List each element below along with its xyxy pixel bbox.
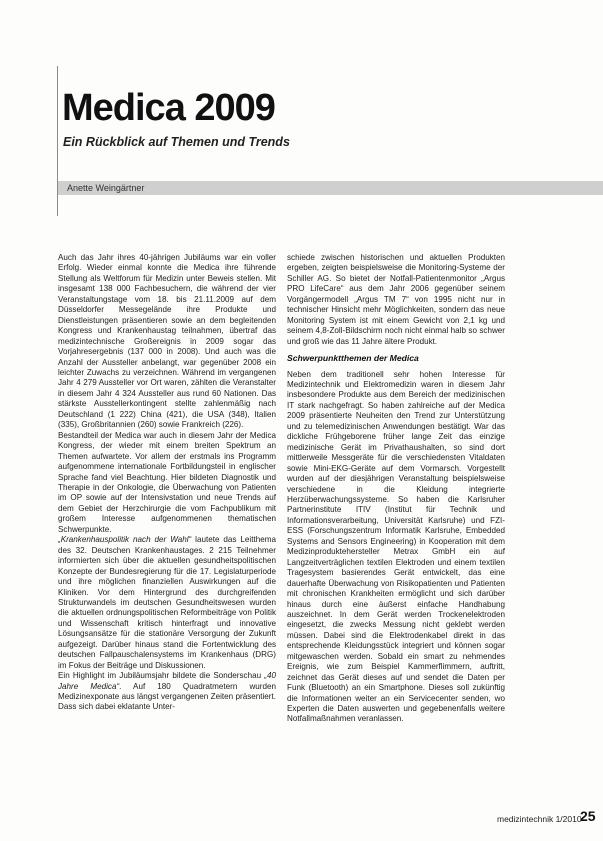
author-name: Anette Weingärtner — [67, 183, 145, 193]
article-subtitle: Ein Rückblick auf Themen und Trends — [63, 135, 290, 149]
paragraph-text: Ein Highlight im Jubiläumsjahr bildete die Sonderschau — [58, 671, 265, 681]
page-number: 25 — [580, 808, 596, 824]
emphasis: „40 Jahre Medica“ — [58, 671, 276, 691]
paragraph-text: . Auf 180 Quadratmetern wurden Medizinexponate aus längst vergangenen Zeiten präsentiert. Dass sich dabei eklatante Unter- — [58, 681, 276, 712]
article-title: Medica 2009 — [62, 87, 275, 129]
text-column-right — [287, 253, 505, 725]
paragraph — [58, 671, 276, 713]
text-column-left — [58, 253, 276, 713]
paragraph-text: lautete das Leitthema des 32. Deutschen Krankenhaustages. 2 215 Teilnehmer informierten sich über die aktuellen gesundheitspolitischen Konzepte der Bundesregierung für die 17. Legislaturperiode und ihre möglichen finanziellen Auswirkungen auf die Kliniken. Vor dem Hintergrund des durchgreifenden Strukturwandels im deutschen Gesundheitswesen wurden die aktuellen ordnungspolitischen Reformbeiträge von Politik und Wissenschaft kritisch hinterfragt und innovative Lösungsansätze für die stationäre Versorgung der Zukunft aufgezeigt. Darüber hinaus stand die Fortentwicklung des deutschen Fallpauschalensystems im Krankenhaus (DRG) im Fokus der Beiträge und Diskussionen. — [58, 535, 276, 670]
paragraph — [58, 535, 276, 671]
paragraph: Neben dem traditionell sehr hohen Interesse für Medizintechnik und Elektromedizin waren in diesem Jahr insbesondere Produkte aus dem Bereich der medizinischen IT stark nachgefragt. So haben zahlreiche auf der Medica 2009 präsentierte Neuheiten den Trend zur Unterstützung und zu telemedizinischen Anwendungen bestätigt. War das dickliche Frühgeborene früher lange Zeit das einzige medizinische Gerät im Privathaushalten, so sind dort mittlerweile Messgeräte für die verschiedensten Vitaldaten sowie Mini-EKG-Geräte auf dem Vormarsch. Vorgestellt wurden auf der diesjährigen Veranstaltung beispielsweise verschiedene in die Kleidung integrierte Herzüberwachungssysteme. So haben die Karlsruher Partnerinstitute ITIV (Institut für Technik und Informationsverarbeitung, Universität Karlsruhe) und FZI-ESS (Forschungszentrum Informatik Karlsruhe, Embedded Systems and Sensors Engineering) in Kooperation mit dem Medizinproduktehersteller Metrax GmbH ein auf Langzeitverträglichen textilen Elektroden und einem textilen Tragesystem basierendes Gerät entwickelt, das eine dauerhafte Überwachung von Risikopatienten und Patienten mit chronischen Krankheiten ermöglicht und sich darüber hinaus durch eine äußerst einfache Handhabung auszeichnet. In dem Gerät werden Trockenelektroden eingesetzt, die zwecks Messung nicht geklebt werden müssen. Dabei sind die Elektrodenkabel direkt in das entsprechende Kleidungsstück integriert und können sogar mitgewaschen werden. Sobald ein smart zu nehmendes Ereignis, wie zum Beispiel Kammerflimmern, auftritt, zeichnet das Gerät dieses auf und sendet die Daten per Funk (Bluetooth) an ein Smartphone. Dieses soll zukünftig die Informationen weiter an ein Servicecenter senden, wo Experten die Daten auswerten und gegebenenfalls weitere Notfallmaßnahmen veranlassen. — [287, 369, 505, 724]
paragraph: Bestandteil der Medica war auch in diesem Jahr der Medica Kongress, der wieder mit einem breiten Spektrum an Themen aufwartete. Vor allem der erstmals ins Programm aufgenommene internationale Fortbildungsteil in englischer Sprache fand viel Beachtung. Hier bildeten Diagnostik und Therapie in der Onkologie, die Überwachung von Patienten im OP sowie auf der Intensivstation und neue Trends auf dem Gebiet der Herzchirurgie die vom Fachpublikum mit großem Interesse aufgenommenen thematischen Schwerpunkte. — [58, 430, 276, 534]
paragraph: Auch das Jahr ihres 40-jährigen Jubiläums war ein voller Erfolg. Wieder einmal konnte die Medica ihre führende Stellung als Weltforum für Medizin unter Beweis stellen. Mit insgesamt 138 000 Fachbesuchern, die während der vier Veranstaltungstage vom 18. bis 21.11.2009 auf dem Düsseldorfer Messegelände ihre Produkte und Dienstleistungen präsentieren sowie an dem begleitenden Kongress und Krankenhaustag teilnahmen, übertraf das medizintechnische Großereignis in 2009 sogar das Vorjahresergebnis (137 000 in 2008). Und auch was die Anzahl der Aussteller anbelangt, war gegenüber 2008 ein leichter Zuwachs zu verzeichnen. Während im vergangenen Jahr 4 279 Aussteller vor Ort waren, zählten die Veranstalter in diesem Jahr 4 324 Aussteller aus rund 60 Nationen. Das stärkste Ausstellerkontingent stellte zahlenmäßig nach Deutschland (1 222) China (421), die USA (348), Italien (335), Großbritannien (260) sowie Frankreich (226). — [58, 253, 276, 430]
emphasis: „Krankenhauspolitik nach der Wahl“ — [58, 535, 192, 545]
paragraph: schiede zwischen historischen und aktuellen Produkten ergeben, zeigten beispielsweise die Monitoring-Systeme der Schiller AG. So bietet der Notfall-Patientenmonitor „Argus PRO LifeCare“ aus dem Jahr 2006 gegenüber seinem Vorgängermodell „Argus TM 7“ von 1995 nicht nur in technischer Hinsicht mehr Möglichkeiten, sondern das neue Monitoring System ist mit einem Gewicht von 2,1 kg und seinem 4,8-Zoll-Bildschirm noch nicht einmal halb so schwer und groß wie das 11 Jahre ältere Produkt. — [287, 253, 505, 346]
journal-footer: medizintechnik 1/2010 — [497, 814, 582, 824]
section-heading: Schwerpunktthemen der Medica — [287, 353, 419, 364]
